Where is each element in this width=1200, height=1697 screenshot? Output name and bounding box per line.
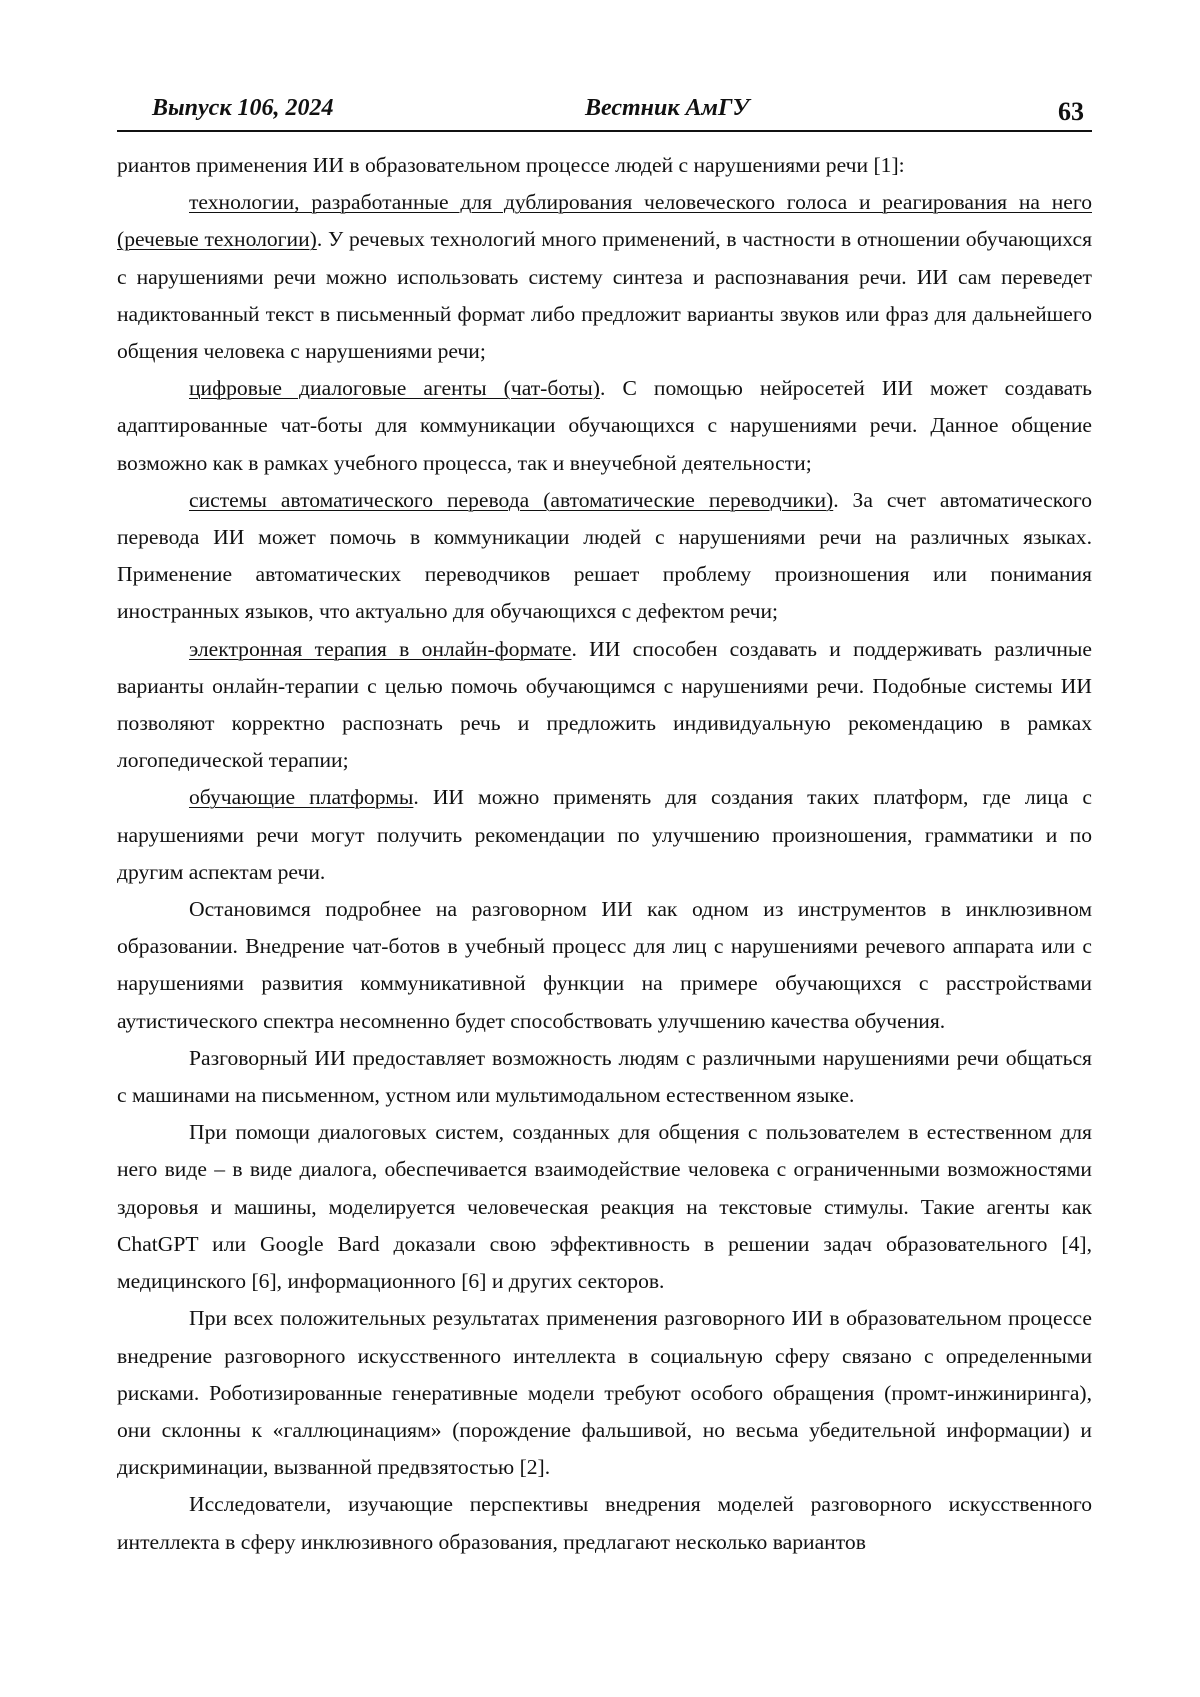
list-item [117, 779, 1092, 891]
underlined-term: системы автоматического перевода (автоматические переводчики) [189, 487, 834, 512]
paragraph-text: Исследователи, изучающие перспективы внедрения моделей разговорного искусственного интеллекта в сферу инклюзивного образования, предлагают несколько вариантов [117, 1492, 1092, 1554]
paragraph [117, 891, 1092, 1040]
paragraph-text: риантов применения ИИ в образовательном процессе людей с нарушениями речи [1]: [117, 153, 905, 177]
paragraph-text: . У речевых технологий много применений, в частности в отношении обучающихся с нарушениями речи можно использовать систему синтеза и распознавания речи. ИИ сам переведет надиктованный текст в письменный формат либо предложит варианты звуков или фраз для дальнейшего общения человека с нарушениями речи; [117, 227, 1092, 364]
underlined-term: обучающие платформы [189, 785, 414, 810]
article-body [117, 147, 1092, 1561]
running-header [117, 88, 1092, 132]
paragraph-text: . За счет автоматического перевода ИИ может помочь в коммуникации людей с нарушениями речи на различных языках. Применение автоматических переводчиков решает проблему произношения или понимания иностранных языков, что актуально для обучающихся с дефектом речи; [117, 487, 1093, 624]
underlined-term: цифровые диалоговые агенты (чат-боты) [189, 376, 600, 401]
paragraph-text: Разговорный ИИ предоставляет возможность людям с различными нарушениями речи общаться с машинами на письменном, устном или мультимодальном естественном языке. [117, 1045, 1092, 1108]
paragraph-text: . ИИ способен создавать и поддерживать различные варианты онлайн-терапии с целью помочь обучающимся с нарушениями речи. Подобные системы ИИ позволяют корректно распознать речь и предложить индивидуальную рекомендацию в рамках логопедической терапии; [117, 636, 1092, 773]
paragraph-text: . С помощью нейросетей ИИ может создавать адаптированные чат-боты для коммуникации обучающихся с нарушениями речи. Данное общение возможно как в рамках учебного процесса, так и внеучебной деятельности; [117, 376, 1092, 475]
issue-label: Выпуск 106, 2024 [152, 95, 334, 121]
list-item [117, 184, 1092, 370]
underlined-term: электронная терапия в онлайн-формате [189, 636, 572, 661]
paragraph [117, 1486, 1092, 1560]
journal-title: Вестник АмГУ [585, 95, 750, 121]
paragraph-text: . ИИ можно применять для создания таких платформ, где лица с нарушениями речи могут получить рекомендации по улучшению произношения, грамматики и по другим аспектам речи. [117, 785, 1092, 884]
paragraph [117, 147, 1092, 184]
paragraph [117, 1040, 1092, 1114]
list-item [117, 631, 1092, 780]
paragraph-text: При всех положительных результатах применения разговорного ИИ в образовательном процессе внедрение разговорного искусственного интеллекта в социальную сферу связано с определенными рисками. Роботизированные генеративные модели требуют особого обращения (промт-инжиниринга), они склонны к «галлюцинациям» (порождение фальшивой, но весьма убедительной информации) и дискриминации, вызванной предвзятостью [2]. [117, 1306, 1092, 1480]
underlined-term: технологии, разработанные для дублирования человеческого голоса и реагирования на него (речевые технологии) [117, 190, 1092, 252]
paragraph [117, 1300, 1092, 1486]
list-item [117, 482, 1092, 631]
page-number: 63 [1058, 97, 1084, 126]
list-item [117, 370, 1092, 482]
paragraph-text: Остановимся подробнее на разговорном ИИ как одном из инструментов в инклюзивном образовании. Внедрение чат-ботов в учебный процесс для лиц с нарушениями речевого аппарата или с нарушениями развития коммуникативной функции на примере обучающихся с расстройствами аутистического спектра несомненно будет способствовать улучшению качества обучения. [117, 897, 1092, 1033]
paragraph-text: При помощи диалоговых систем, созданных для общения с пользователем в естественном для него виде – в виде диалога, обеспечивается взаимодействие человека с ограниченными возможностями здоровья и машины, моделируется человеческая реакция на текстовые стимулы. Такие агенты как ChatGPT или Google Bard доказали свою эффективность в решении задач образовательного [4], медицинского [6], информационного [6] и других секторов. [117, 1120, 1092, 1294]
paragraph [117, 1114, 1092, 1300]
